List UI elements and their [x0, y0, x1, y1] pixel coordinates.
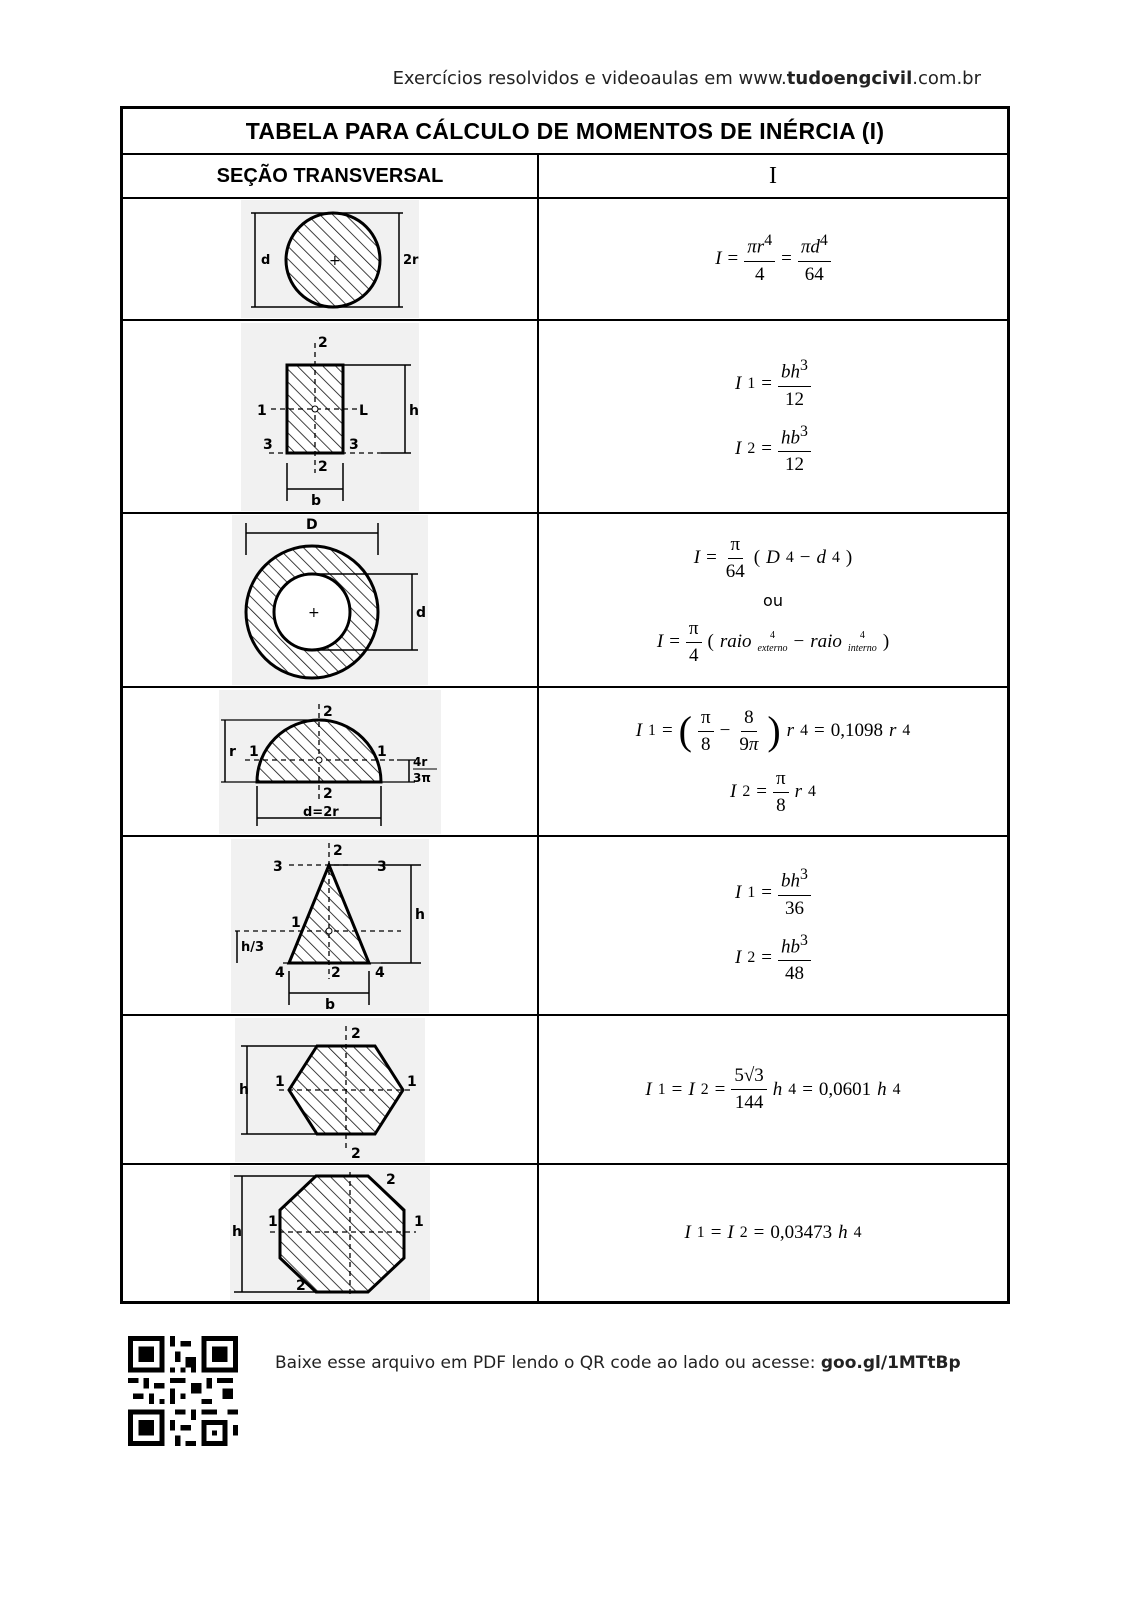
rect-label-3-right: 3	[349, 436, 359, 453]
semi-label-3pi: 3π	[413, 770, 431, 785]
rect-label-2-top: 2	[318, 334, 328, 351]
column-header-section: SEÇÃO TRANSVERSAL	[122, 154, 539, 198]
hexagon-formula: I 1 = I 2 = $\frac{5√3}{144}$ h 4 = 0,0601 h 4	[538, 1015, 1009, 1164]
page-footer	[275, 1353, 961, 1373]
triangle-formula: I 1 = $\frac{bh^3}{36}$ I 2 = $\frac{hb^3}{48}$	[538, 836, 1009, 1015]
tri-label-1: 1	[291, 914, 301, 931]
oct-label-2-top: 2	[386, 1171, 396, 1188]
oct-label-2-bottom: 2	[296, 1277, 306, 1294]
sub-externo: externo	[757, 643, 788, 654]
table-row-octagon	[122, 1164, 1009, 1302]
triangle-diagram	[231, 839, 429, 1013]
header-site-link[interactable]: tudoengcivil	[786, 68, 913, 89]
rect-label-h: h	[409, 402, 419, 419]
raio-int-text: raio	[810, 631, 842, 652]
center-mark: +	[308, 605, 320, 621]
sub-interno: interno	[847, 643, 877, 654]
table-row-triangle	[122, 836, 1009, 1015]
table-row-circle	[122, 198, 1009, 320]
octagon-formula: I 1 = I 2 = 0,03473 h 4	[538, 1164, 1009, 1302]
footer-text: Baixe esse arquivo em PDF lendo o QR code ao lado ou acesse:	[275, 1353, 821, 1373]
tri-label-4-left: 4	[275, 964, 285, 981]
oct-value: 0,03473	[770, 1221, 833, 1243]
semi-label-1-right: 1	[377, 743, 387, 760]
tri-label-h: h	[415, 906, 425, 923]
ring-formula: I = $\frac{\pi}{64}$ ( D 4 − d 4 ) ou I = $\frac{\pi}{4}$ ( raio 4 externo − raio 4 interno )	[538, 513, 1009, 687]
semi-label-r: r	[229, 743, 236, 760]
rect-label-2-bottom: 2	[318, 458, 328, 475]
column-header-inertia: I	[538, 154, 1009, 198]
tri-label-2-bottom: 2	[331, 964, 341, 981]
semicircle-section-drawing	[122, 687, 539, 836]
rectangle-formula: I 1 = $\frac{bh^3}{12}$ I 2 = $\frac{hb^3}{12}$	[538, 320, 1009, 513]
oct-label-1-right: 1	[414, 1213, 424, 1230]
header-suffix: .com.br	[912, 68, 981, 89]
rectangle-section-drawing	[122, 320, 539, 513]
hexagon-diagram	[235, 1018, 425, 1162]
octagon-section-drawing	[122, 1164, 539, 1302]
hex-label-2-bottom: 2	[351, 1145, 361, 1162]
table-row-rectangle	[122, 320, 1009, 513]
oct-label-1-left: 1	[268, 1213, 278, 1230]
circle-label-2r: 2r	[403, 253, 419, 268]
triangle-section-drawing	[122, 836, 539, 1015]
rect-label-3-left: 3	[263, 436, 273, 453]
semi-label-1-left: 1	[249, 743, 259, 760]
hex-label-1-left: 1	[275, 1073, 285, 1090]
semicircle-formula: I 1 = ( $\frac{\pi}{8}$ − $\frac{8}{9\pi}$ ) r 4 = 0,1098 r 4 I 2 = $\frac{\pi}{8}$ r 4	[538, 687, 1009, 836]
circle-section-drawing	[122, 198, 539, 320]
semi-value: 0,1098	[830, 720, 883, 741]
hexagon-section-drawing	[122, 1015, 539, 1164]
qr-code-icon[interactable]	[128, 1336, 238, 1446]
ring-section-drawing	[122, 513, 539, 687]
tri-label-2-top: 2	[333, 842, 343, 859]
circle-label-d: d	[261, 253, 271, 268]
semi-label-2-top: 2	[323, 703, 333, 720]
hex-label-1-right: 1	[407, 1073, 417, 1090]
circle-formula: I = $\frac{\pi r^4}{4}$ = $\frac{\pi d^4}{64}$	[538, 198, 1009, 320]
tri-label-3-left: 3	[273, 858, 283, 875]
table-row-semicircle	[122, 687, 1009, 836]
oct-label-h: h	[232, 1223, 242, 1240]
center-mark: +	[329, 253, 341, 269]
ring-diagram	[232, 515, 428, 685]
octagon-diagram	[230, 1166, 430, 1300]
inertia-table	[120, 106, 1010, 1304]
ring-label-D: D	[306, 517, 318, 533]
rectangle-diagram	[241, 323, 419, 511]
semi-label-2-bottom: 2	[323, 785, 333, 802]
header-prefix: Exercícios resolvidos e videoaulas em www.	[392, 68, 787, 89]
table-row-ring	[122, 513, 1009, 687]
page-header	[393, 68, 981, 89]
tri-label-b: b	[325, 996, 336, 1013]
circle-diagram	[241, 200, 419, 318]
hex-label-2-top: 2	[351, 1025, 361, 1042]
tri-label-h3: h/3	[241, 939, 265, 955]
ring-or-text: ou	[763, 590, 783, 610]
ring-label-d: d	[416, 605, 427, 621]
semicircle-diagram	[219, 690, 441, 834]
raio-ext-text: raio	[719, 631, 752, 652]
table-row-hexagon	[122, 1015, 1009, 1164]
hex-value: 0,0601	[818, 1078, 872, 1100]
table-title: TABELA PARA CÁLCULO DE MOMENTOS DE INÉRCIA (I)	[122, 108, 1009, 155]
semi-label-4r: 4r	[413, 754, 428, 769]
rect-label-1-left: 1	[257, 402, 267, 419]
hex-label-h: h	[239, 1081, 249, 1098]
semi-label-d: d=2r	[303, 804, 339, 820]
tri-label-3-right: 3	[377, 858, 387, 875]
footer-link[interactable]: goo.gl/1MTtBp	[820, 1353, 961, 1373]
rect-label-b: b	[311, 492, 322, 509]
rect-label-1-right: L	[359, 402, 368, 419]
tri-label-4-right: 4	[375, 964, 385, 981]
